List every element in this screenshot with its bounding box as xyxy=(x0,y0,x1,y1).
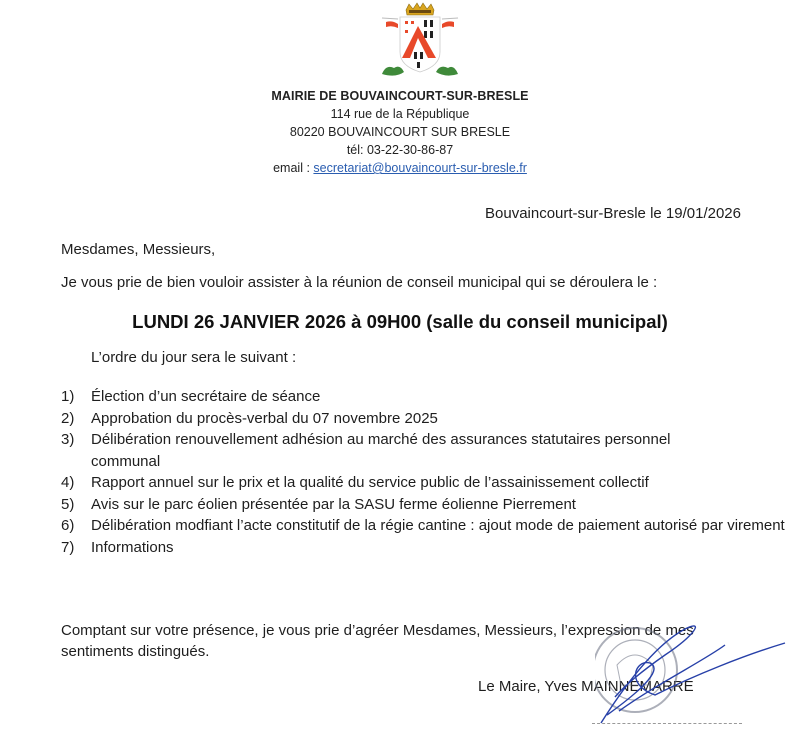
agenda-item-text: Délibération renouvellement adhésion au marché des assurances statutaires personnel communal xyxy=(91,431,671,470)
coat-of-arms-icon xyxy=(378,2,462,84)
place-and-date: Bouvaincourt-sur-Bresle le 19/01/2026 xyxy=(485,205,741,222)
agenda-item-number: 6) xyxy=(61,517,75,534)
agenda-item-text: Avis sur le parc éolien présentée par la SASU ferme éolienne Pierrement xyxy=(91,495,576,513)
agenda-item xyxy=(61,429,741,472)
agenda-item-number: 2) xyxy=(61,409,75,427)
phone-number: tél: 03-22-30-86-87 xyxy=(346,143,454,157)
agenda-item-text: Rapport annuel sur le prix et la qualité du service public de l’assainissement collectif xyxy=(91,474,649,491)
agenda-item-text: Délibération modfiant l’acte constitutif de la régie cantine : ajout mode de paiement autorisé par virement xyxy=(91,517,785,534)
closing-paragraph: Comptant sur votre présence, je vous prie d’agréer Mesdames, Messieurs, l’expression de mes sentiments distingués. xyxy=(61,622,694,660)
agenda-item-text: Approbation du procès-verbal du 07 novembre 2025 xyxy=(91,409,438,427)
agenda-item-number: 5) xyxy=(61,495,75,513)
organization-name: MAIRIE DE BOUVAINCOURT-SUR-BRESLE xyxy=(271,89,529,103)
agenda-item-text: Informations xyxy=(91,538,174,556)
agenda-item xyxy=(61,408,781,430)
signatory-name: Le Maire, Yves MAINNEMARRE xyxy=(478,678,694,695)
agenda-intro: L’ordre du jour sera le suivant : xyxy=(91,349,297,366)
intro-paragraph: Je vous prie de bien vouloir assister à la réunion de conseil municipal qui se déroulera le : xyxy=(61,274,658,291)
agenda-item xyxy=(61,386,781,408)
agenda-item-number: 7) xyxy=(61,538,75,556)
agenda-item-number: 4) xyxy=(61,474,75,491)
salutation: Mesdames, Messieurs, xyxy=(61,241,216,258)
agenda-list xyxy=(61,386,785,558)
agenda-item xyxy=(61,494,781,516)
agenda-item xyxy=(61,537,781,559)
email-label: email : xyxy=(273,161,310,175)
address-line-2: 80220 BOUVAINCOURT SUR BRESLE xyxy=(289,125,511,139)
address-line-1: 114 rue de la République xyxy=(330,107,470,121)
meeting-date-heading: LUNDI 26 JANVIER 2026 à 09H00 (salle du conseil municipal) xyxy=(132,311,668,332)
email-line xyxy=(0,159,800,177)
letterhead xyxy=(0,87,800,177)
agenda-item xyxy=(61,515,791,537)
signature-underline xyxy=(592,723,742,724)
email-link[interactable]: secretariat@bouvaincourt-sur-bresle.fr xyxy=(313,161,527,175)
agenda-item xyxy=(61,472,781,494)
agenda-item-number: 1) xyxy=(61,388,75,405)
agenda-item-number: 3) xyxy=(61,431,75,448)
agenda-item-text: Élection d’un secrétaire de séance xyxy=(91,388,321,405)
